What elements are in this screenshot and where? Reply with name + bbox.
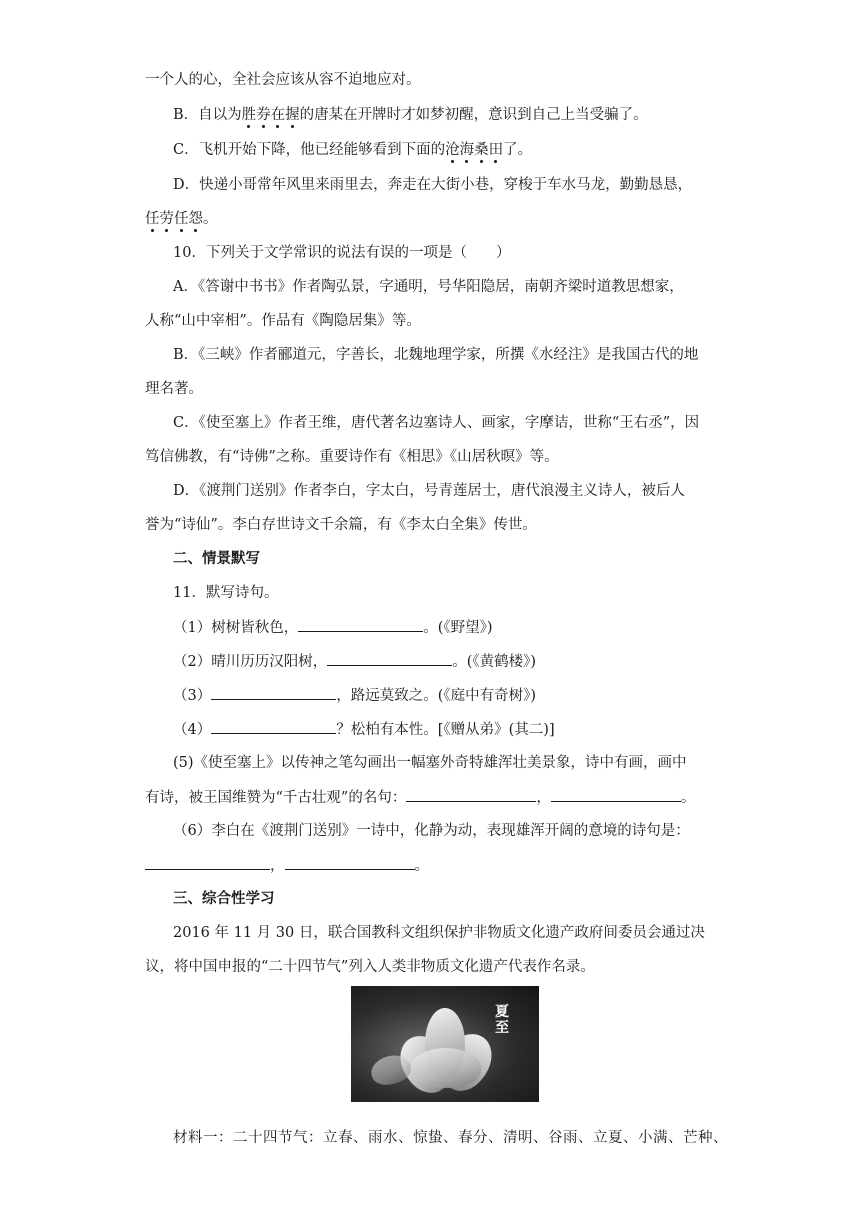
section-heading-2: 二、情景默写 bbox=[173, 550, 260, 567]
q10-stem: 10．下列关于文学常识的说法有误的一项是（ ） bbox=[173, 245, 511, 261]
section3-intro-line1: 2016 年 11 月 30 日，联合国教科文组织保护非物质文化遗产政府间委员会通过决 bbox=[173, 925, 705, 941]
q9-option-d-line2: 任劳任怨。 bbox=[145, 211, 218, 227]
section-heading-3: 三、综合性学习 bbox=[173, 890, 275, 907]
answer-blank[interactable] bbox=[551, 787, 681, 802]
answer-blank[interactable] bbox=[327, 651, 452, 666]
q11-item-5-line2: 有诗，被王国维赞为“千古壮观”的名句： ， 。 bbox=[0, 787, 860, 808]
q11-item-5-line1: (5)《使至塞上》以传神之笔勾画出一幅塞外奇特雄浑壮美景象，诗中有画，画中 bbox=[173, 755, 687, 771]
image-caption: 夏至 bbox=[495, 1004, 509, 1036]
q11-stem: 11．默写诗句。 bbox=[173, 585, 279, 601]
q11-item-2: （2）晴川历历汉阳树， 。(《黄鹤楼》) bbox=[0, 651, 860, 672]
q11-item-1: （1）树树皆秋色， 。(《野望》) bbox=[0, 617, 860, 638]
answer-blank[interactable] bbox=[285, 855, 415, 870]
answer-blank[interactable] bbox=[211, 685, 336, 700]
q10-option-a-line2: 人称“山中宰相”。作品有《陶隐居集》等。 bbox=[145, 313, 421, 329]
section3-intro-line2: 议，将中国申报的“二十四节气”列入人类非物质文化遗产代表作名录。 bbox=[145, 959, 595, 975]
answer-blank[interactable] bbox=[406, 787, 536, 802]
q11-item-4: （4） ？松柏有本性。[《赠从弟》(其二)] bbox=[0, 719, 860, 740]
q10-option-d-line2: 誉为“诗仙”。李白存世诗文千余篇，有《李太白全集》传世。 bbox=[145, 517, 537, 533]
answer-blank[interactable] bbox=[298, 617, 423, 632]
q10-option-a-line1: A．《答谢中书书》作者陶弘景，字通明，号华阳隐居，南朝齐梁时道教思想家， bbox=[173, 279, 684, 295]
q9-option-c: C．飞机开始下降，他已经能够看到下面的沧海桑田了。 bbox=[173, 142, 533, 158]
lotus-photo bbox=[351, 986, 539, 1102]
q11-item-6-line2: ， 。 bbox=[0, 855, 860, 876]
q10-option-c-line2: 笃信佛教，有“诗佛”之称。重要诗作有《相思》《山居秋暝》等。 bbox=[145, 449, 559, 465]
q10-option-c-line1: C．《使至塞上》作者王维，唐代著名边塞诗人、画家，字摩诘，世称“王右丞”，因 bbox=[173, 415, 700, 431]
answer-blank[interactable] bbox=[145, 855, 270, 870]
q9-option-a-tail: 一个人的心，全社会应该从容不迫地应对。 bbox=[145, 72, 421, 88]
material-one: 材料一：二十四节气：立春、雨水、惊蛰、春分、清明、谷雨、立夏、小满、芒种、 bbox=[173, 1130, 728, 1146]
q11-item-6-line1: （6）李白在《渡荆门送别》一诗中，化静为动，表现雄浑开阔的意境的诗句是： bbox=[173, 823, 690, 839]
q11-item-3: （3） ，路远莫致之。(《庭中有奇树》) bbox=[0, 685, 860, 706]
q9-option-d-line1: D．快递小哥常年风里来雨里去，奔走在大街小巷，穿梭于车水马龙，勤勤恳恳， bbox=[173, 177, 693, 193]
q10-option-b-line2: 理名著。 bbox=[145, 381, 203, 397]
answer-blank[interactable] bbox=[211, 719, 336, 734]
q9-option-b: B．自以为胜券在握的唐某在开牌时才如梦初醒，意识到自己上当受骗了。 bbox=[173, 107, 648, 123]
q10-option-b-line1: B．《三峡》作者郦道元，字善长，北魏地理学家，所撰《水经注》是我国古代的地 bbox=[173, 347, 699, 363]
q10-option-d-line1: D．《渡荆门送别》作者李白，字太白，号青莲居士，唐代浪漫主义诗人，被后人 bbox=[173, 483, 685, 499]
